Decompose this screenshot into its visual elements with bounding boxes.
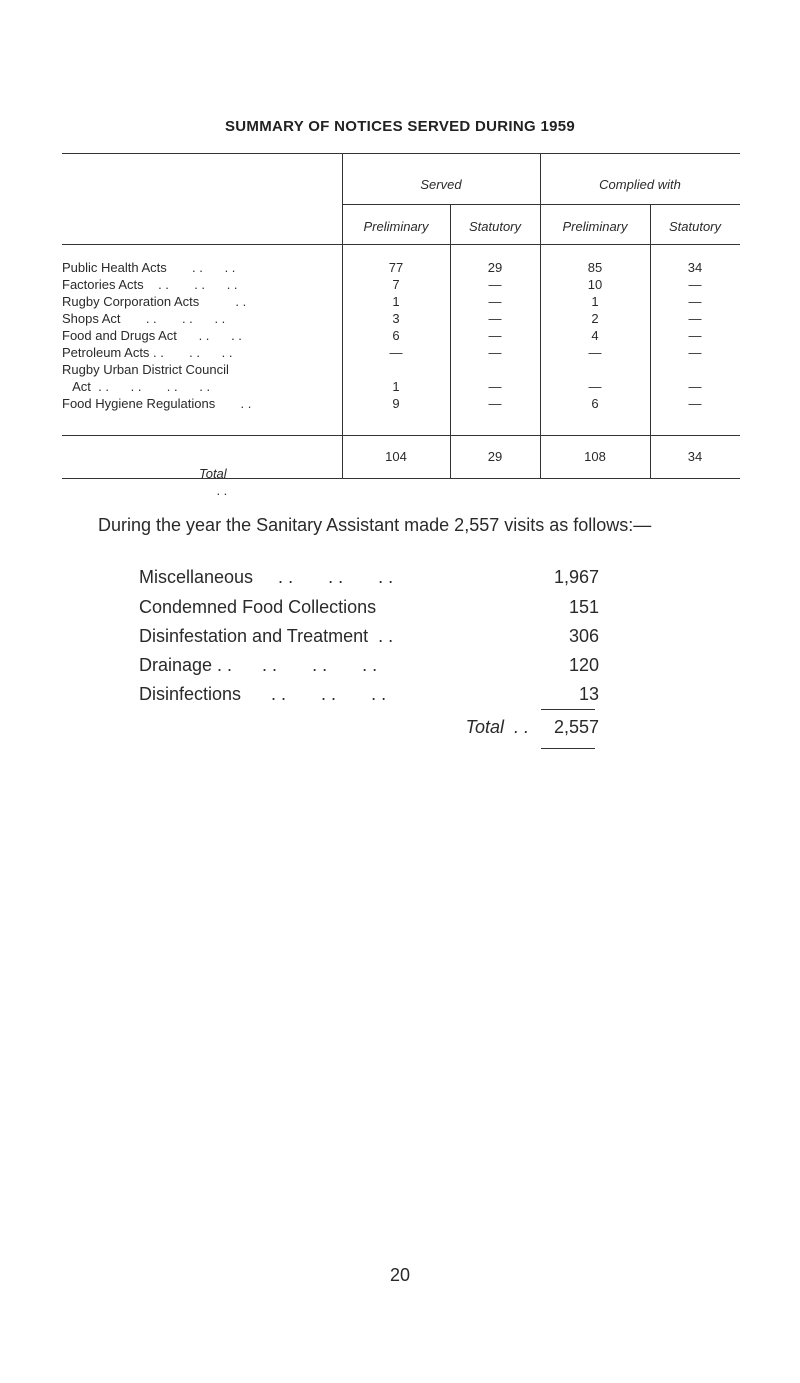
cell-served-statutory: — (488, 345, 502, 360)
cell-complied-preliminary: — (588, 345, 602, 360)
group-header-rule-complied (540, 204, 740, 205)
cell-complied-preliminary: 85 (587, 260, 603, 275)
group-header-served: Served (420, 177, 462, 192)
sub-header-complied-preliminary: Preliminary (562, 219, 628, 234)
cell-complied-preliminary: — (588, 379, 602, 394)
cell-complied-preliminary: 2 (591, 311, 599, 326)
visit-item (139, 684, 599, 710)
total-label: Total (198, 466, 227, 481)
visit-item-label: Condemned Food Collections (139, 597, 377, 617)
visits-sum-rule-bottom (541, 748, 595, 749)
total-complied-preliminary: 108 (584, 449, 606, 464)
total-dots (198, 483, 227, 498)
cell-served-statutory: — (488, 328, 502, 343)
header-bottom-rule (62, 244, 740, 245)
row-label: Rugby Corporation Acts . . (62, 294, 247, 309)
group-header-rule-served (342, 204, 540, 205)
cell-served-preliminary: 1 (392, 294, 400, 309)
cell-served-statutory: — (488, 294, 502, 309)
row-label: Public Health Acts . . . . (62, 260, 236, 275)
cell-served-preliminary: 3 (392, 311, 400, 326)
cell-complied-preliminary: 1 (591, 294, 599, 309)
visit-item-value: 306 (568, 626, 599, 646)
cell-served-preliminary: 9 (392, 396, 400, 411)
cell-complied-statutory: — (688, 328, 702, 343)
visit-item-label: Miscellaneous . . . . . . (139, 567, 394, 587)
row-label: Shops Act . . . . . . (62, 311, 226, 326)
cell-complied-statutory: — (688, 311, 702, 326)
sub-header-complied-statutory: Statutory (668, 219, 722, 234)
cell-complied-statutory: — (688, 396, 702, 411)
visit-item-label: Disinfestation and Treatment . . (139, 626, 394, 646)
cell-served-preliminary: 77 (388, 260, 404, 275)
visits-intro-text: During the year the Sanitary Assistant made 2,557 visits as follows:— (98, 515, 652, 535)
row-label: Act . . . . . . . . (62, 379, 211, 394)
total-complied-statutory: 34 (687, 449, 703, 464)
cell-served-statutory: 29 (487, 260, 503, 275)
total-served-preliminary: 104 (385, 449, 407, 464)
visits-total-value: 2,557 (553, 717, 599, 737)
visits-total-label: Total . . (465, 717, 529, 737)
visit-item-label: Disinfections . . . . . . (139, 684, 387, 704)
cell-complied-statutory: — (688, 379, 702, 394)
visit-item (139, 597, 599, 623)
cell-served-preliminary: 7 (392, 277, 400, 292)
cell-complied-preliminary: 4 (591, 328, 599, 343)
cell-served-statutory: — (488, 277, 502, 292)
cell-complied-preliminary: 6 (591, 396, 599, 411)
cell-complied-statutory: 34 (687, 260, 703, 275)
group-header-complied: Complied with (599, 177, 681, 192)
cell-complied-statutory: — (688, 345, 702, 360)
cell-served-statutory: — (488, 396, 502, 411)
row-label: Food and Drugs Act . . . . (62, 328, 242, 343)
sub-header-served-preliminary: Preliminary (363, 219, 429, 234)
cell-served-preliminary: 1 (392, 379, 400, 394)
page-title: SUMMARY OF NOTICES SERVED DURING 1959 (224, 118, 576, 135)
row-label: Food Hygiene Regulations . . (62, 396, 252, 411)
visit-item-label: Drainage . . . . . . . . (139, 655, 378, 675)
visit-item-value: 1,967 (553, 567, 599, 587)
total-dots-text: . . (216, 483, 228, 498)
total-row-label (62, 448, 342, 516)
cell-served-statutory: — (488, 311, 502, 326)
table-top-rule (62, 153, 740, 154)
total-served-statutory: 29 (487, 449, 503, 464)
cell-served-preliminary: 6 (392, 328, 400, 343)
row-label: Petroleum Acts . . . . . . (62, 345, 233, 360)
visit-item (139, 626, 599, 652)
visit-item-value: 120 (568, 655, 599, 675)
cell-served-preliminary: — (389, 345, 403, 360)
cell-complied-preliminary: 10 (587, 277, 603, 292)
visits-sum-rule-top (541, 709, 595, 710)
cell-complied-statutory: — (688, 277, 702, 292)
visit-item-value: 151 (568, 597, 599, 617)
page-number: 20 (389, 1265, 411, 1285)
cell-complied-statutory: — (688, 294, 702, 309)
total-top-rule (62, 435, 740, 436)
sub-header-served-statutory: Statutory (468, 219, 522, 234)
cell-served-statutory: — (488, 379, 502, 394)
row-label: Factories Acts . . . . . . (62, 277, 238, 292)
visit-item-value: 13 (578, 684, 599, 704)
row-label: Rugby Urban District Council (62, 362, 229, 377)
visit-item (139, 567, 599, 593)
visit-item (139, 655, 599, 681)
